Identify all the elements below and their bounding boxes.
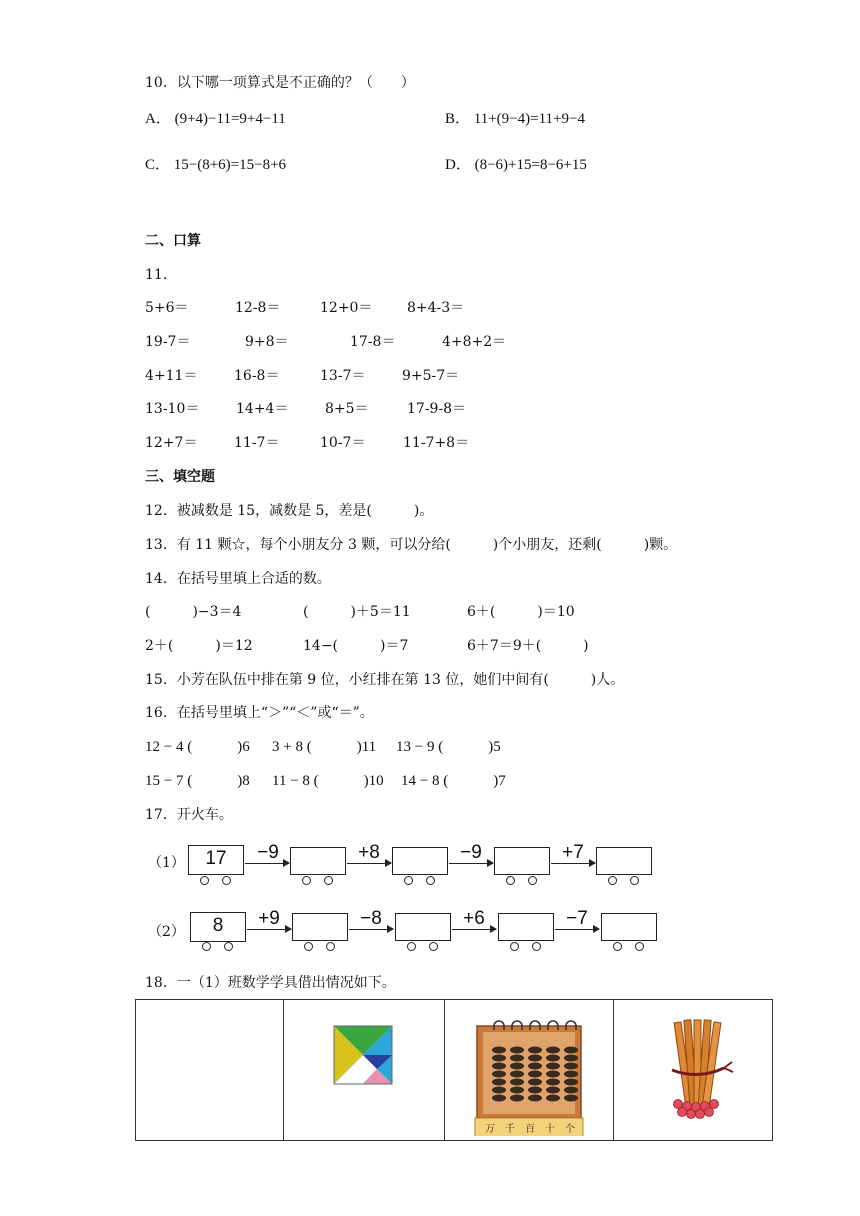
wheel-icon <box>429 942 438 951</box>
arrow-right-icon <box>452 929 496 930</box>
option-expr: (8−6)+15=8−6+15 <box>474 157 587 173</box>
arrow-right-icon <box>555 929 599 930</box>
q10-option-c <box>145 156 286 174</box>
train-car <box>601 913 657 941</box>
arrow-right-icon <box>449 863 493 864</box>
q10-option-a <box>145 110 286 128</box>
wheel-icon <box>404 876 413 885</box>
abacus-label: 十 <box>545 1124 555 1135</box>
fill-item: ( )−3＝4 <box>145 604 242 620</box>
fill-item: 6＋( )＝10 <box>467 604 575 620</box>
q15: 15．小芳在队伍中排在第 9 位，小红排在第 13 位，她们中间有( )人。 <box>145 672 625 688</box>
section-heading-fill: 三、填空题 <box>145 469 215 485</box>
arrow-right-icon <box>349 929 393 930</box>
oral-item: 8+4-3＝ <box>407 300 465 316</box>
table-cell-empty <box>136 1000 284 1141</box>
train-car <box>494 847 550 875</box>
oral-item: 9+5-7＝ <box>402 368 460 384</box>
q10-stem: 10．以下哪一项算式是不正确的？（ ） <box>145 75 415 91</box>
wheel-icon <box>635 942 644 951</box>
oral-item: 17-8＝ <box>350 334 396 350</box>
fill-item: 6＋7＝9＋( ) <box>467 638 589 654</box>
wheel-icon <box>630 876 639 885</box>
wheel-icon <box>304 942 313 951</box>
table-row <box>136 1000 773 1141</box>
train-op: +8 <box>358 842 380 863</box>
table-cell-tangram <box>284 1000 445 1141</box>
oral-item: 12+0＝ <box>320 300 373 316</box>
q14: 14．在括号里填上合适的数。 <box>145 571 331 587</box>
compare-item: 13 − 9 ( )5 <box>396 739 501 755</box>
q10-option-b <box>445 110 585 128</box>
q12: 12．被减数是 15，减数是 5，差是( )。 <box>145 503 434 519</box>
q10-option-d <box>445 156 587 174</box>
train-car <box>392 847 448 875</box>
q11-label: 11． <box>145 267 177 283</box>
train-car <box>596 847 652 875</box>
option-expr: 15−(8+6)=15−8+6 <box>173 157 287 173</box>
stick-bundle-icon <box>614 1000 772 1136</box>
arrow-right-icon <box>551 863 595 864</box>
train-1-label: （1） <box>148 855 185 871</box>
wheel-icon <box>407 942 416 951</box>
train-car <box>498 913 554 941</box>
train-op: +6 <box>463 908 485 929</box>
wheel-icon <box>426 876 435 885</box>
train-op: −8 <box>360 908 382 929</box>
wheel-icon <box>222 876 231 885</box>
compare-item: 3 + 8 ( )11 <box>272 739 377 755</box>
wheel-icon <box>326 942 335 951</box>
table-cell-abacus <box>445 1000 614 1141</box>
fill-item: 2＋( )＝12 <box>145 638 253 654</box>
oral-item: 11-7+8＝ <box>403 435 470 451</box>
oral-item: 5+6＝ <box>145 300 189 316</box>
train-2-label: （2） <box>148 924 185 940</box>
wheel-icon <box>302 876 311 885</box>
option-label: D． <box>445 157 471 173</box>
section-heading-oral: 二、口算 <box>145 233 201 249</box>
wheel-icon <box>324 876 333 885</box>
wheel-icon <box>532 942 541 951</box>
train-car <box>188 845 244 875</box>
train-op: −9 <box>257 842 279 863</box>
oral-item: 17-9-8＝ <box>407 401 467 417</box>
abacus-label: 个 <box>565 1124 575 1135</box>
arrow-right-icon <box>347 863 391 864</box>
abacus-icon <box>445 1000 613 1136</box>
train-car <box>395 913 451 941</box>
fill-item: ( )＋5＝11 <box>303 604 411 620</box>
oral-item: 4+11＝ <box>145 368 198 384</box>
wheel-icon <box>200 876 209 885</box>
option-expr: (9+4)−11=9+4−11 <box>174 111 286 127</box>
oral-item: 12-8＝ <box>235 300 281 316</box>
arrow-right-icon <box>247 929 291 930</box>
wheel-icon <box>613 942 622 951</box>
oral-item: 8+5＝ <box>325 401 369 417</box>
option-label: B． <box>445 111 471 127</box>
q13: 13．有 11 颗☆，每个小朋友分 3 颗，可以分给( )个小朋友，还剩( )颗。 <box>145 537 678 553</box>
wheel-icon <box>202 942 211 951</box>
oral-item: 13-10＝ <box>145 401 200 417</box>
option-label: A． <box>145 111 171 127</box>
train-car <box>290 847 346 875</box>
wheel-icon <box>224 942 233 951</box>
oral-item: 10-7＝ <box>320 435 366 451</box>
q18: 18．一（1）班数学学具借出情况如下。 <box>145 975 396 991</box>
abacus-label: 千 <box>505 1124 515 1135</box>
train-op: +9 <box>258 908 280 929</box>
tangram-icon <box>284 1000 444 1136</box>
option-expr: 11+(9−4)=11+9−4 <box>473 111 585 127</box>
oral-item: 12+7＝ <box>145 435 198 451</box>
wheel-icon <box>528 876 537 885</box>
train-start-value: 17 <box>205 848 227 869</box>
q16: 16．在括号里填上“＞”“＜”或“＝”。 <box>145 705 374 721</box>
oral-item: 14+4＝ <box>236 401 289 417</box>
train-start-value: 8 <box>212 915 224 936</box>
tools-table <box>135 999 773 1141</box>
train-op: −7 <box>566 908 588 929</box>
option-label: C． <box>145 157 171 173</box>
compare-item: 12 − 4 ( )6 <box>145 739 250 755</box>
compare-item: 15 − 7 ( )8 <box>145 773 250 789</box>
q17: 17．开火车。 <box>145 807 233 823</box>
wheel-icon <box>510 942 519 951</box>
oral-item: 11-7＝ <box>234 435 280 451</box>
oral-item: 19-7＝ <box>145 334 191 350</box>
oral-item: 9+8＝ <box>245 334 289 350</box>
table-cell-sticks <box>614 1000 773 1141</box>
train-op: +7 <box>562 842 584 863</box>
wheel-icon <box>608 876 617 885</box>
compare-item: 11 − 8 ( )10 <box>272 773 384 789</box>
wheel-icon <box>506 876 515 885</box>
train-car <box>292 913 348 941</box>
oral-item: 4+8+2＝ <box>442 334 507 350</box>
abacus-label: 百 <box>525 1124 535 1135</box>
arrow-right-icon <box>245 863 289 864</box>
abacus-label: 万 <box>485 1124 495 1135</box>
train-car <box>190 912 246 942</box>
fill-item: 14−( )＝7 <box>303 638 409 654</box>
train-op: −9 <box>460 842 482 863</box>
oral-item: 13-7＝ <box>320 368 366 384</box>
compare-item: 14 − 8 ( )7 <box>401 773 506 789</box>
oral-item: 16-8＝ <box>234 368 280 384</box>
